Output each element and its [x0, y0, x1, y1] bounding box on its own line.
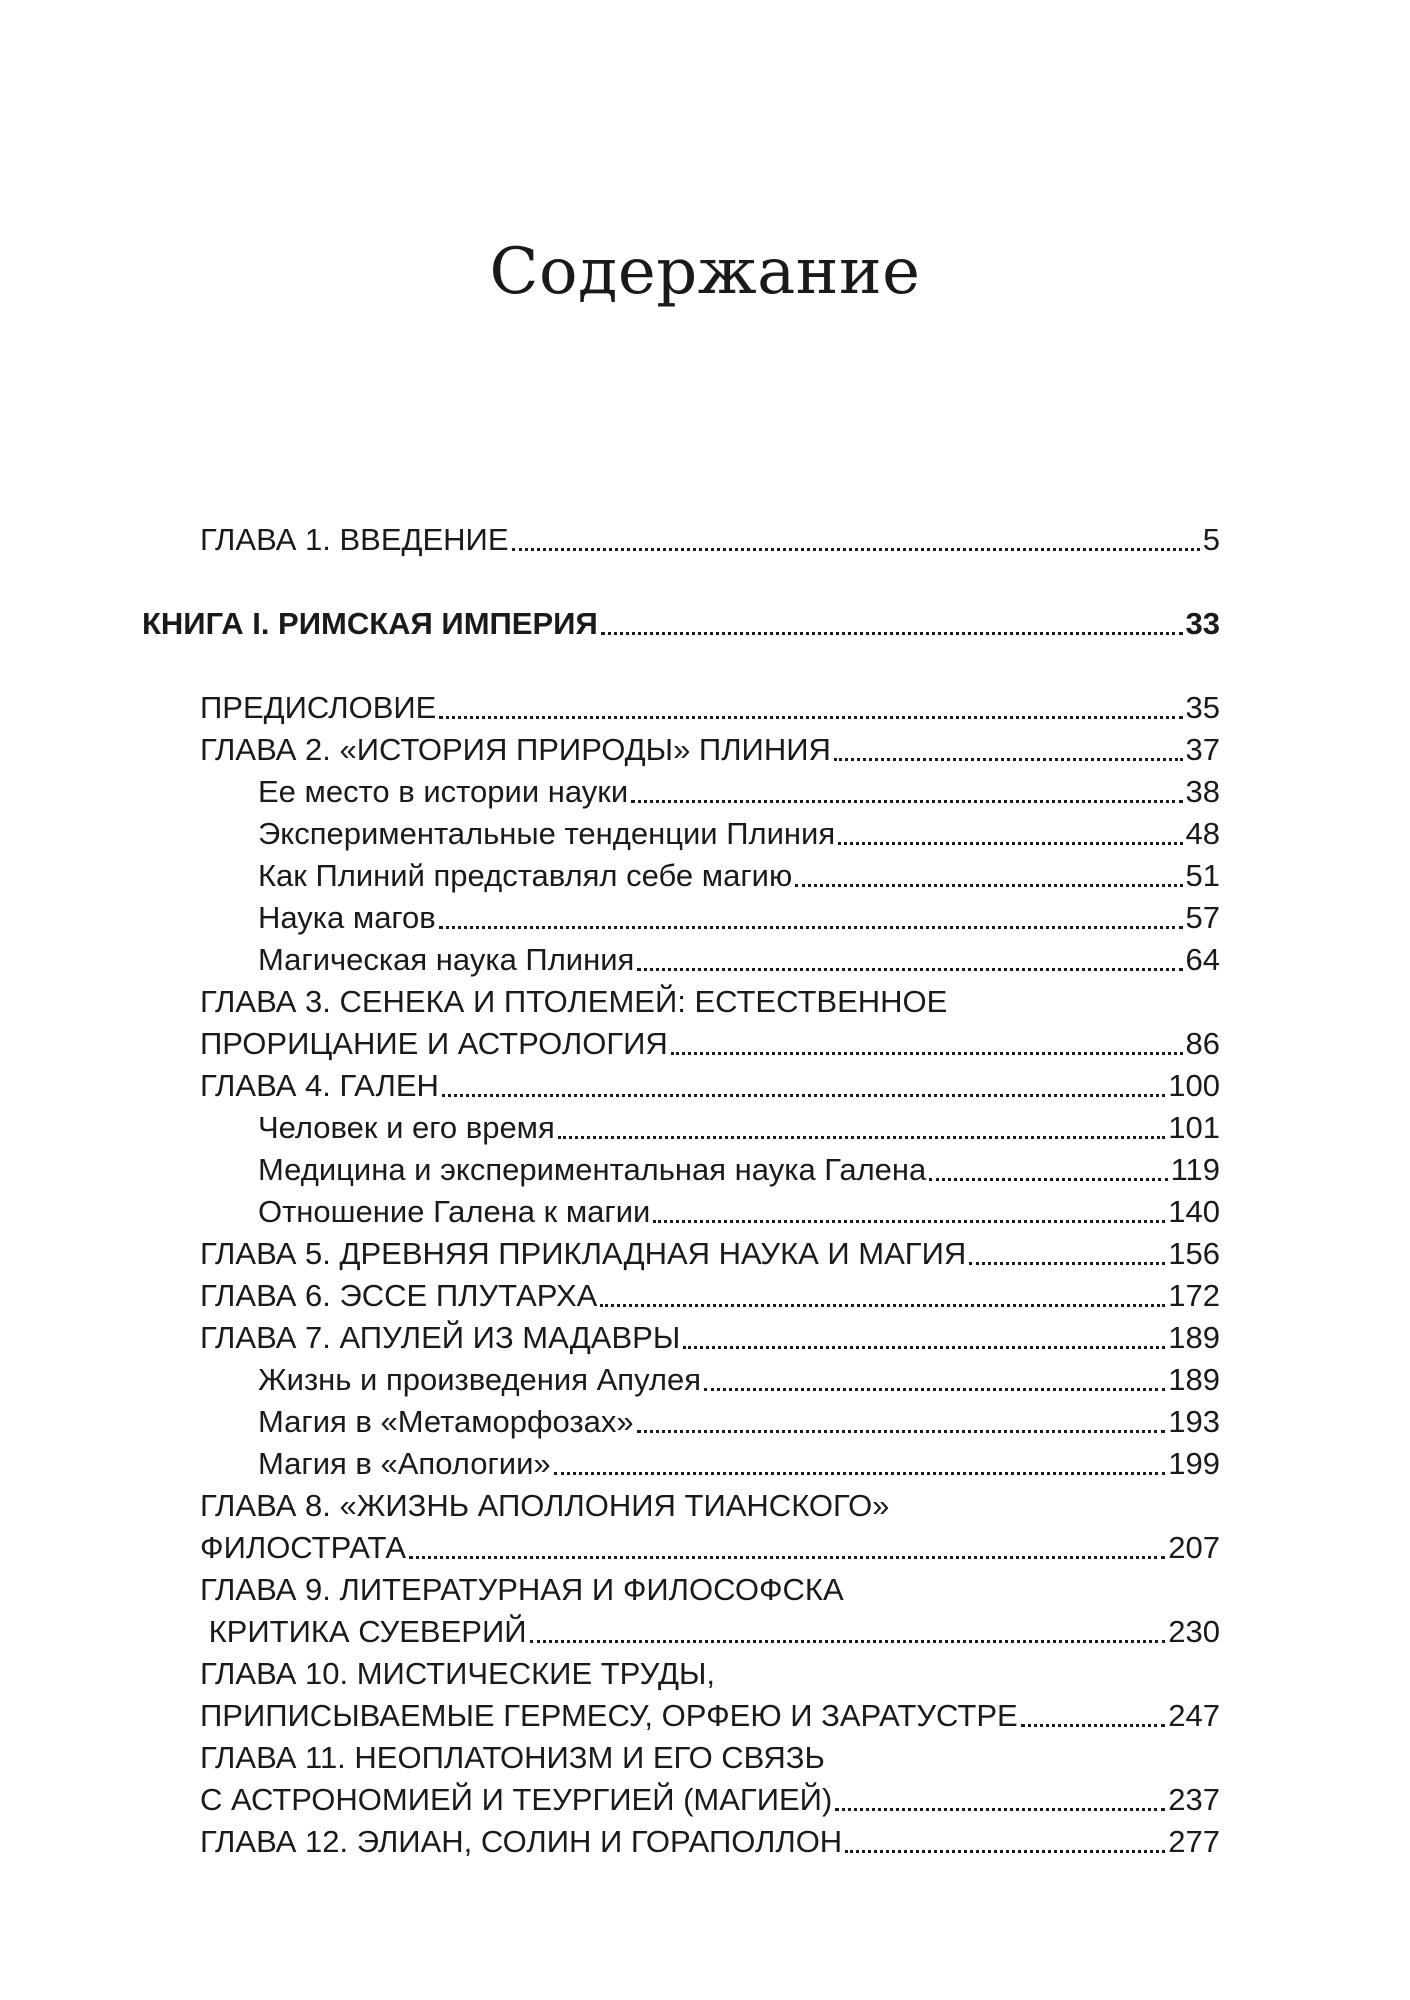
toc-page-number: 37	[1185, 732, 1220, 767]
toc-page-number: 33	[1185, 606, 1220, 641]
toc-page-number: 189	[1168, 1362, 1220, 1397]
toc-entry-book[interactable]	[142, 602, 1220, 644]
toc-entry[interactable]	[200, 1526, 1220, 1568]
toc-page-number: 189	[1168, 1320, 1220, 1355]
toc-subentry[interactable]	[258, 1190, 1220, 1232]
toc-entry[interactable]	[200, 980, 1220, 1022]
toc-entry-title: КРИТИКА СУЕВЕРИЙ	[200, 1614, 527, 1649]
toc-entry[interactable]	[200, 1652, 1220, 1694]
toc-entry-title: КНИГА I. РИМСКАЯ ИМПЕРИЯ	[142, 606, 598, 641]
page-title: Содержание	[489, 235, 921, 309]
toc-page-number: 230	[1168, 1614, 1220, 1649]
toc-entry-title: Магия в «Апологии»	[258, 1446, 551, 1481]
toc-subentry[interactable]	[258, 896, 1220, 938]
toc-entry-title: Жизнь и произведения Апулея	[258, 1362, 702, 1397]
toc-subentry[interactable]	[258, 770, 1220, 812]
toc-entry-title: ГЛАВА 8. «ЖИЗНЬ АПОЛЛОНИЯ ТИАНСКОГО»	[200, 1488, 890, 1523]
toc-page-number: 48	[1185, 816, 1220, 851]
toc-page-number: 193	[1168, 1404, 1220, 1439]
dot-leader	[929, 1178, 1167, 1181]
dot-leader	[969, 1262, 1165, 1265]
dot-leader	[795, 884, 1182, 887]
dot-leader	[683, 1346, 1165, 1349]
toc-page-number: 35	[1185, 690, 1220, 725]
dot-leader	[600, 1304, 1165, 1307]
dot-leader	[439, 716, 1182, 719]
toc-entry[interactable]	[200, 728, 1220, 770]
toc-page-number: 237	[1168, 1782, 1220, 1817]
toc-page-number: 5	[1202, 522, 1220, 557]
dot-leader	[558, 1136, 1165, 1139]
toc-entry-title: Наука магов	[258, 900, 436, 935]
dot-leader	[637, 968, 1182, 971]
toc-page-number: 51	[1185, 858, 1220, 893]
toc-entry[interactable]	[200, 1022, 1220, 1064]
toc-entry-title: С АСТРОНОМИЕЙ И ТЕУРГИЕЙ (МАГИЕЙ)	[200, 1782, 833, 1817]
toc-entry[interactable]	[200, 686, 1220, 728]
toc-entry-title: ГЛАВА 9. ЛИТЕРАТУРНАЯ И ФИЛОСОФСКА	[200, 1572, 844, 1607]
dot-leader	[554, 1472, 1166, 1475]
toc-subentry[interactable]	[258, 812, 1220, 854]
toc-page-number: 156	[1168, 1236, 1220, 1271]
toc-entry[interactable]	[200, 1316, 1220, 1358]
toc-entry-title: Ее место в истории науки	[258, 774, 629, 809]
dot-leader	[838, 842, 1182, 845]
dot-leader	[442, 1094, 1165, 1097]
dot-leader	[845, 1850, 1165, 1853]
toc-entry-title: Человек и его время	[258, 1110, 555, 1145]
toc-entry-title: ПРОРИЦАНИЕ И АСТРОЛОГИЯ	[200, 1026, 668, 1061]
toc-entry-title: ПРЕДИСЛОВИЕ	[200, 690, 437, 725]
toc-entry[interactable]	[200, 1610, 1220, 1652]
dot-leader	[512, 548, 1200, 551]
toc-subentry[interactable]	[258, 854, 1220, 896]
toc-entry[interactable]	[200, 1820, 1220, 1862]
toc-entry-title: ГЛАВА 2. «ИСТОРИЯ ПРИРОДЫ» ПЛИНИЯ	[200, 732, 831, 767]
dot-leader	[601, 632, 1183, 635]
toc-page-number: 64	[1185, 942, 1220, 977]
toc-entry-title: Магия в «Метаморфозах»	[258, 1404, 634, 1439]
toc-entry[interactable]	[200, 1694, 1220, 1736]
toc-entry-title: ГЛАВА 6. ЭССЕ ПЛУТАРХА	[200, 1278, 598, 1313]
toc-page-number: 277	[1168, 1824, 1220, 1859]
toc-subentry[interactable]	[258, 1442, 1220, 1484]
dot-leader	[834, 758, 1183, 761]
dot-leader	[637, 1430, 1166, 1433]
toc-page-number: 140	[1168, 1194, 1220, 1229]
toc-entry[interactable]	[200, 1274, 1220, 1316]
toc-page-number: 119	[1170, 1152, 1220, 1187]
toc-entry-title: ПРИПИСЫВАЕМЫЕ ГЕРМЕСУ, ОРФЕЮ И ЗАРАТУСТРЕ	[200, 1698, 1018, 1733]
toc-subentry[interactable]	[258, 1400, 1220, 1442]
toc-entry-title: ГЛАВА 5. ДРЕВНЯЯ ПРИКЛАДНАЯ НАУКА И МАГИЯ	[200, 1236, 967, 1271]
toc-entry-title: ГЛАВА 1. ВВЕДЕНИЕ	[200, 522, 509, 557]
toc-entry[interactable]	[200, 1568, 1220, 1610]
toc-entry-title: Как Плиний представлял себе магию	[258, 858, 793, 893]
toc-subentry[interactable]	[258, 1148, 1220, 1190]
toc-page-number: 57	[1185, 900, 1220, 935]
toc-page-number: 101	[1168, 1110, 1220, 1145]
dot-leader	[671, 1052, 1183, 1055]
toc-entry[interactable]	[200, 1232, 1220, 1274]
toc-entry-title: ГЛАВА 11. НЕОПЛАТОНИЗМ И ЕГО СВЯЗЬ	[200, 1740, 825, 1775]
dot-leader	[1021, 1724, 1166, 1727]
toc-entry-title: ГЛАВА 10. МИСТИЧЕСКИЕ ТРУДЫ,	[200, 1656, 716, 1691]
toc-page-number: 38	[1185, 774, 1220, 809]
toc-entry-title: ГЛАВА 3. СЕНЕКА И ПТОЛЕМЕЙ: ЕСТЕСТВЕННОЕ	[200, 984, 948, 1019]
dot-leader	[653, 1220, 1165, 1223]
toc-entry-title: Медицина и экспериментальная наука Галена	[258, 1152, 927, 1187]
toc-entry[interactable]	[200, 518, 1220, 560]
toc-entry-title: Магическая наука Плиния	[258, 942, 635, 977]
toc-entry-title: ФИЛОСТРАТА	[200, 1530, 407, 1565]
dot-leader	[409, 1556, 1165, 1559]
dot-leader	[835, 1808, 1165, 1811]
toc-entry[interactable]	[200, 1064, 1220, 1106]
toc-entry-title: Экспериментальные тенденции Плиния	[258, 816, 836, 851]
toc-page-number: 172	[1168, 1278, 1220, 1313]
dot-leader	[530, 1640, 1166, 1643]
dot-leader	[439, 926, 1183, 929]
toc-subentry[interactable]	[258, 1106, 1220, 1148]
toc-entry-title: Отношение Галена к магии	[258, 1194, 651, 1229]
toc-subentry[interactable]	[258, 1358, 1220, 1400]
toc-page-number: 247	[1168, 1698, 1220, 1733]
dot-leader	[704, 1388, 1165, 1391]
dot-leader	[631, 800, 1182, 803]
toc-entry[interactable]	[200, 1736, 1220, 1778]
toc-page-number: 199	[1168, 1446, 1220, 1481]
toc-entry-title: ГЛАВА 4. ГАЛЕН	[200, 1068, 439, 1103]
toc-entry[interactable]	[200, 1778, 1220, 1820]
toc-page-number: 86	[1185, 1026, 1220, 1061]
toc-subentry[interactable]	[258, 938, 1220, 980]
toc-page-number: 207	[1168, 1530, 1220, 1565]
toc-page-number: 100	[1168, 1068, 1220, 1103]
toc-entry-title: ГЛАВА 7. АПУЛЕЙ ИЗ МАДАВРЫ	[200, 1320, 681, 1355]
toc-entry-title: ГЛАВА 12. ЭЛИАН, СОЛИН И ГОРАПОЛЛОН	[200, 1824, 843, 1859]
toc-entry[interactable]	[200, 1484, 1220, 1526]
